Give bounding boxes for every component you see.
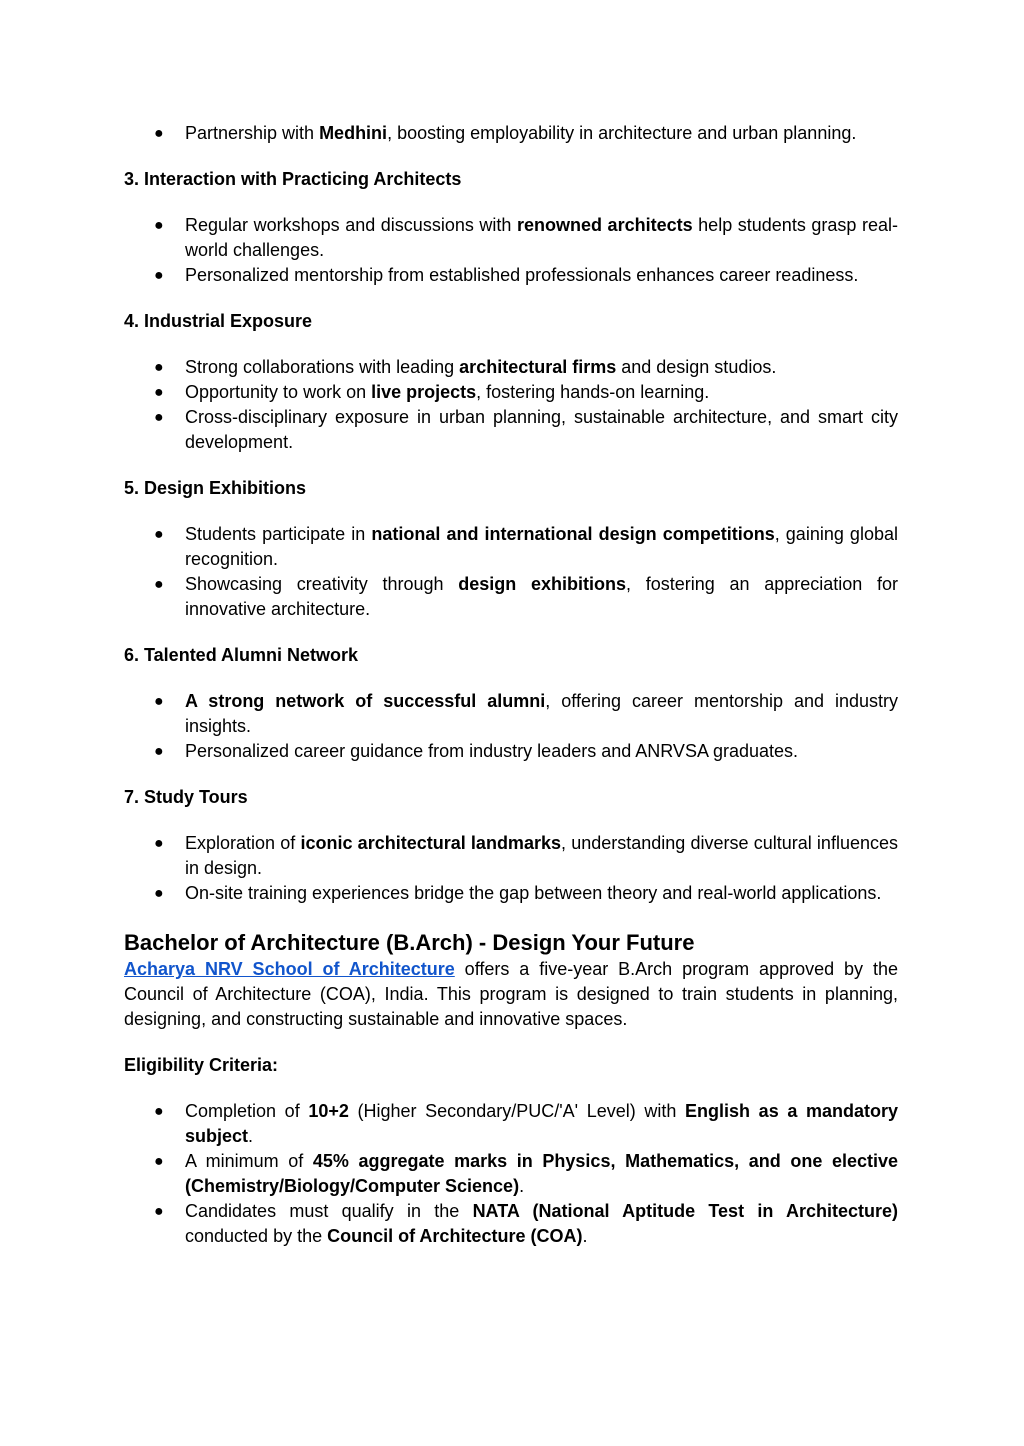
list-item: ● Opportunity to work on live projects, fostering hands-on learning. [124, 380, 898, 405]
industrial-list [124, 355, 898, 455]
list-item: ● Personalized mentorship from established professionals enhances career readiness. [124, 263, 898, 288]
document-page [124, 121, 898, 1249]
list-item: ● Showcasing creativity through design exhibitions, fostering an appreciation for innovative architecture. [154, 574, 898, 619]
bullet-icon: ● [154, 743, 164, 760]
bullet-icon: ● [154, 384, 164, 401]
section-heading-alumni: 6. Talented Alumni Network [124, 645, 359, 665]
list-item: ● Regular workshops and discussions with renowned architects help students grasp real-world challenges. [154, 215, 898, 260]
bullet-icon: ● [154, 526, 164, 543]
list-item: ● Students participate in national and international design competitions, gaining global recognition. [154, 524, 898, 569]
partnership-list [124, 121, 898, 146]
eligibility-list [124, 1099, 898, 1249]
list-item: ● Exploration of iconic architectural landmarks, understanding diverse cultural influences in design. [154, 833, 898, 878]
list-item: ● Completion of 10+2 (Higher Secondary/PUC/'A' Level) with English as a mandatory subject. [154, 1101, 899, 1146]
bullet-icon: ● [154, 1203, 164, 1220]
bullet-icon: ● [154, 576, 164, 593]
list-item: ● Candidates must qualify in the NATA (National Aptitude Test in Architecture) conducted by the Council of Architecture (COA). [154, 1201, 898, 1246]
bullet-icon: ● [154, 217, 164, 234]
list-item: ● Strong collaborations with leading architectural firms and design studios. [124, 355, 898, 380]
list-item: ● Cross-disciplinary exposure in urban planning, sustainable architecture, and smart city development. [154, 407, 898, 452]
study-tours-list [124, 831, 898, 906]
list-item: ● A strong network of successful alumni, offering career mentorship and industry insights. [154, 691, 899, 736]
bullet-icon: ● [154, 835, 164, 852]
bullet-icon: ● [154, 409, 164, 426]
bullet-icon: ● [154, 267, 164, 284]
list-item: ● On-site training experiences bridge the gap between theory and real-world applications. [124, 881, 898, 906]
interaction-list [124, 213, 898, 288]
section-heading-study-tours: 7. Study Tours [124, 787, 248, 807]
barch-heading: Bachelor of Architecture (B.Arch) - Design Your Future [124, 930, 695, 955]
bullet-icon: ● [154, 1103, 164, 1120]
school-link[interactable]: Acharya NRV School of Architecture [124, 959, 455, 979]
eligibility-heading: Eligibility Criteria: [124, 1055, 279, 1075]
bullet-icon: ● [154, 359, 164, 376]
list-item: ● A minimum of 45% aggregate marks in Physics, Mathematics, and one elective (Chemistry/Biology/Computer Science). [154, 1151, 898, 1196]
list-item: ● Partnership with Medhini, boosting employability in architecture and urban planning. [124, 121, 898, 146]
section-heading-exhibitions: 5. Design Exhibitions [124, 478, 307, 498]
section-heading-interaction: 3. Interaction with Practicing Architects [124, 169, 462, 189]
bullet-icon: ● [154, 885, 164, 902]
bullet-icon: ● [154, 693, 164, 710]
bullet-icon: ● [154, 125, 164, 142]
section-heading-industrial: 4. Industrial Exposure [124, 311, 313, 331]
list-item: ● Personalized career guidance from industry leaders and ANRVSA graduates. [124, 739, 898, 764]
exhibitions-list [124, 522, 898, 622]
alumni-list [124, 689, 898, 764]
bullet-icon: ● [154, 1153, 164, 1170]
barch-intro: Acharya NRV School of Architecture offers a five-year B.Arch program approved by the Council of Architecture (COA), India. This program is designed to train students in planning, designing, and constructing sustainable and innovative spaces. [124, 959, 898, 1029]
